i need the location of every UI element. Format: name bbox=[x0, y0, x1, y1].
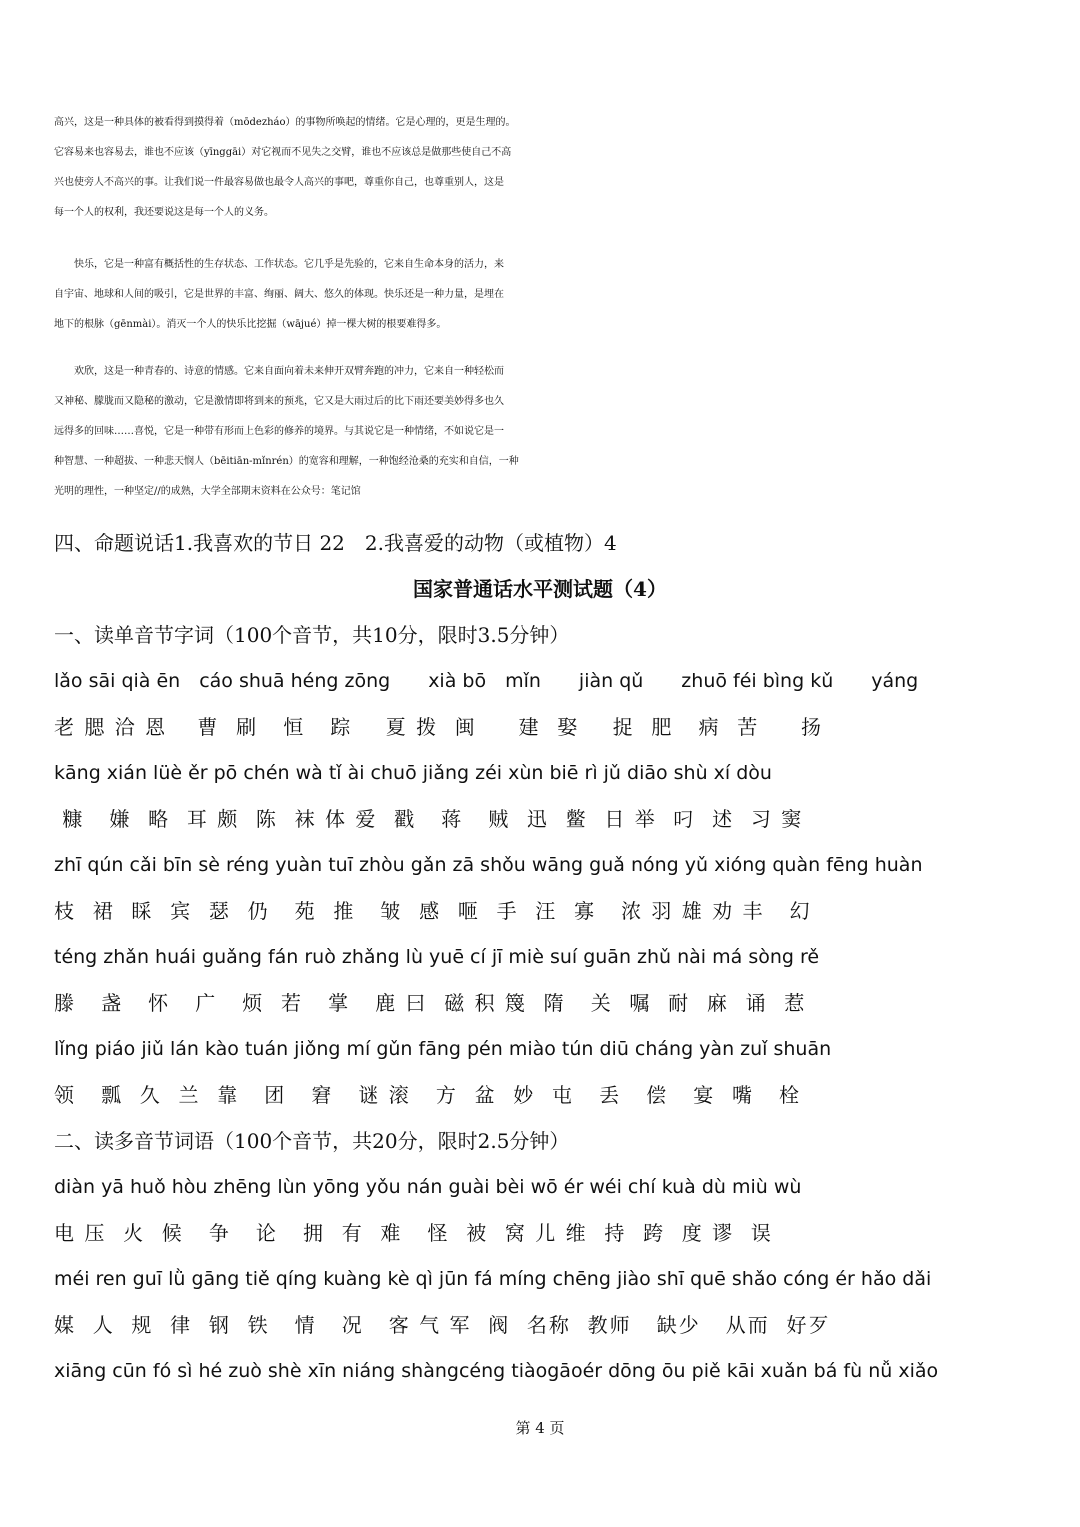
pinyin-row: zhī qún cǎi bīn sè réng yuàn tuī zhòu gǎn zā shǒu wāng guǎ nóng yǔ xióng quàn fēng huàn bbox=[54, 854, 923, 876]
test-title: 国家普通话水平测试题（4） bbox=[413, 577, 667, 601]
topic-speaking-line: 四、命题说话1.我喜欢的节日 22 2.我喜爱的动物（或植物）4 bbox=[54, 531, 617, 555]
text-line: 远得多的回味……喜悦，它是一种带有形而上色彩的修养的境界。与其说它是一种情绪，不如说它是一 bbox=[54, 426, 504, 437]
pinyin-row: kāng xián lüè ěr pō chén wà tǐ ài chuō jiǎng zéi xùn biē rì jǔ diāo shù xí dòu bbox=[54, 762, 772, 784]
text-line: 兴也使旁人不高兴的事。让我们说一件最容易做也最令人高兴的事吧，尊重你自己，也尊重别人，这是 bbox=[54, 177, 504, 188]
pinyin-row: diàn yā huǒ hòu zhēng lùn yōng yǒu nán guài bèi wō ér wéi chí kuà dù miù wù bbox=[54, 1176, 802, 1198]
text-line: 欢欣，这是一种青春的、诗意的情感。它来自面向着未来伸开双臂奔跑的冲力，它来自一种轻松而 bbox=[54, 366, 504, 377]
pinyin-row: lǐng piáo jiǔ lán kào tuán jiǒng mí gǔn fāng pén miào tún diū cháng yàn zuǐ shuān bbox=[54, 1038, 832, 1060]
passage-paragraph-2 bbox=[54, 250, 1034, 340]
hanzi-row: 滕 盏 怀 广 烦 若 掌 鹿 曰 磁 积 篾 隋 关 嘱 耐 麻 诵 惹 bbox=[54, 991, 807, 1015]
hanzi-row: 媒 人 规 律 钢 铁 情 况 客 气 军 阀 名称 教师 缺少 从而 好歹 bbox=[54, 1313, 831, 1337]
hanzi-row: 老 腮 洽 恩 曹 刷 恒 踪 夏 拨 闽 建 娶 捉 肥 病 苦 扬 bbox=[54, 715, 824, 739]
pinyin-row: xiāng cūn fó sì hé zuò shè xīn niáng shàngcéng tiàogāoér dōng ōu piě kāi xuǎn bá fù nǚ xiǎo bbox=[54, 1360, 939, 1382]
passage-paragraph-1 bbox=[54, 108, 1034, 228]
text-line: 种智慧、一种超拔、一种悲天悯人（bēitiān-mǐnrén）的宽容和理解，一种饱经沧桑的充实和自信，一种 bbox=[54, 456, 519, 467]
section-2-heading: 二、读多音节词语（100个音节，共20分，限时2.5分钟） bbox=[54, 1129, 570, 1153]
text-line: 自宇宙、地球和人间的吸引，它是世界的丰富、绚丽、阔大、悠久的体现。快乐还是一种力量，是埋在 bbox=[54, 289, 504, 300]
text-line: 快乐，它是一种富有概括性的生存状态、工作状态。它几乎是先验的，它来自生命本身的活力，来 bbox=[54, 259, 504, 270]
text-line: 又神秘、朦胧而又隐秘的激动，它是激情即将到来的预兆，它又是大雨过后的比下雨还要美妙得多也久 bbox=[54, 396, 504, 407]
pinyin-row: méi ren guī lǜ gāng tiě qíng kuàng kè qì jūn fá míng chēng jiào shī quē shǎo cóng ér hǎo dǎi bbox=[54, 1268, 932, 1290]
hanzi-row: 糠 嫌 略 耳 颇 陈 袜 体 爱 戳 蒋 贼 迅 鳖 日 举 叼 述 习 窦 bbox=[54, 807, 804, 831]
page-number: 第 4 页 bbox=[515, 1419, 565, 1437]
passage-paragraph-3 bbox=[54, 357, 1034, 507]
pinyin-row: téng zhǎn huái guǎng fán ruò zhǎng lù yuē cí jī miè suí guān zhǔ nài má sòng rě bbox=[54, 946, 820, 968]
text-line: 每一个人的权利，我还要说这是每一个人的义务。 bbox=[54, 207, 274, 218]
pinyin-row: lǎo sāi qià ēn cáo shuā héng zōng xià bō mǐn jiàn qǔ zhuō féi bìng kǔ yáng bbox=[54, 670, 919, 692]
hanzi-row: 电 压 火 候 争 论 拥 有 难 怪 被 窝 儿 维 持 跨 度 谬 误 bbox=[54, 1221, 773, 1245]
hanzi-row: 领 瓢 久 兰 靠 团 窘 谜 滚 方 盆 妙 屯 丢 偿 宴 嘴 栓 bbox=[54, 1083, 802, 1107]
hanzi-row: 枝 裙 睬 宾 瑟 仍 苑 推 皱 感 咂 手 汪 寡 浓 羽 雄 劝 丰 幻 bbox=[54, 899, 812, 923]
text-line: 它容易来也容易去，谁也不应该（yīnggāi）对它视而不见失之交臂，谁也不应该总是做那些使自己不高 bbox=[54, 147, 512, 158]
text-line: 光明的理性，一种坚定//的成熟，大学全部期末资料在公众号：笔记馆 bbox=[54, 486, 361, 497]
text-line: 高兴，这是一种具体的被看得到摸得着（mōdezháo）的事物所唤起的情绪。它是心理的，更是生理的。 bbox=[54, 117, 516, 128]
section-1-heading: 一、读单音节字词（100个音节，共10分，限时3.5分钟） bbox=[54, 623, 570, 647]
text-line: 地下的根脉（gēnmài）。消灭一个人的快乐比挖掘（wājué）掉一棵大树的根要难得多。 bbox=[54, 319, 447, 330]
